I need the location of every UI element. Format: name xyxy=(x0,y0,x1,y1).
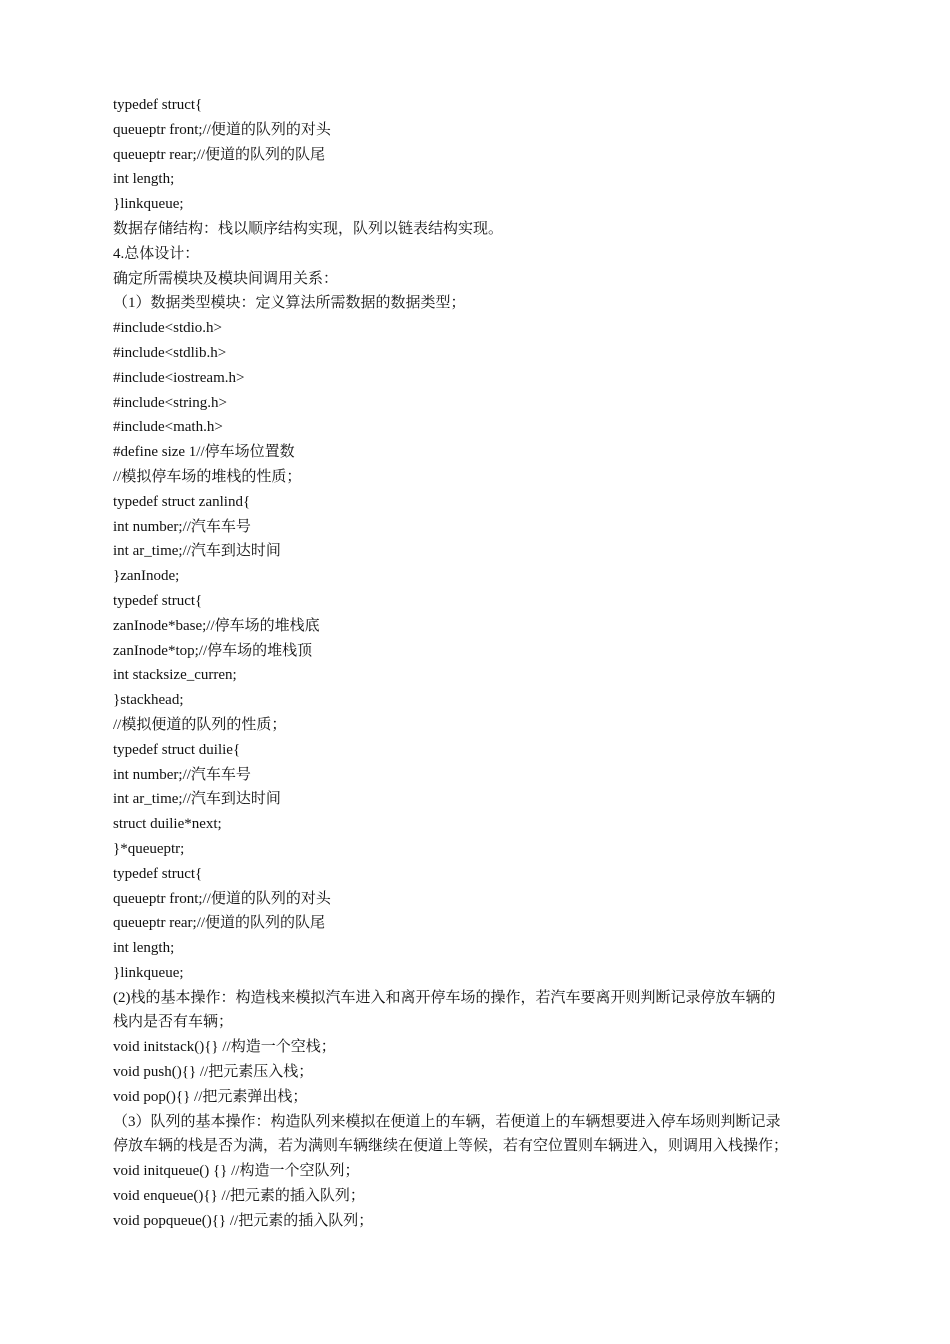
text-line: int ar_time;//汽车到达时间 xyxy=(113,543,281,560)
text-line: }linkqueue; xyxy=(113,964,184,981)
text-line: }stackhead; xyxy=(113,692,184,709)
text-line: queueptr rear;//便道的队列的队尾 xyxy=(113,915,326,932)
text-line: int number;//汽车车号 xyxy=(113,518,251,535)
text-line: int length; xyxy=(113,171,175,188)
text-line: //模拟停车场的堆栈的性质； xyxy=(113,468,302,485)
text-line: #include<string.h> xyxy=(113,394,227,411)
text-line: void initstack(){} //构造一个空栈； xyxy=(113,1039,336,1056)
document-body xyxy=(113,93,873,1234)
text-line: 数据存储结构：栈以顺序结构实现，队列以链表结构实现。 xyxy=(113,220,504,237)
text-line: typedef struct{ xyxy=(113,865,203,882)
text-line: queueptr front;//便道的队列的对头 xyxy=(113,121,331,138)
text-line: #define size 1//停车场位置数 xyxy=(113,444,295,461)
text-line: typedef struct{ xyxy=(113,97,203,113)
text-line: int stacksize_curren; xyxy=(113,667,237,684)
text-line: #include<iostream.h> xyxy=(113,369,245,386)
text-line: 4.总体设计： xyxy=(113,245,200,262)
text-line: （3）队列的基本操作：构造队列来模拟在便道上的车辆，若便道上的车辆想要进入停车场则判断记录 xyxy=(113,1113,781,1130)
text-line: (2)栈的基本操作：构造栈来模拟汽车进入和离开停车场的操作，若汽车要离开则判断记录停放车辆的 xyxy=(113,989,776,1006)
text-line: 栈内是否有车辆； xyxy=(113,1014,234,1031)
text-line: typedef struct duilie{ xyxy=(113,741,241,758)
text-line: void push(){} //把元素压入栈； xyxy=(113,1064,314,1081)
text-line: void popqueue(){} //把元素的插入队列； xyxy=(113,1212,374,1229)
text-line: }zanInode; xyxy=(113,568,180,585)
text-line: 停放车辆的栈是否为满，若为满则车辆继续在便道上等候，若有空位置则车辆进入，则调用入栈操作； xyxy=(113,1138,789,1155)
text-line: void initqueue() {} //构造一个空队列； xyxy=(113,1163,360,1180)
text-line: zanInode*base;//停车场的堆栈底 xyxy=(113,617,320,634)
text-line: struct duilie*next; xyxy=(113,816,222,833)
text-line: typedef struct zanlind{ xyxy=(113,493,251,510)
text-line: （1）数据类型模块：定义算法所需数据的数据类型； xyxy=(113,295,466,312)
text-line: #include<stdio.h> xyxy=(113,320,222,337)
text-line: int length; xyxy=(113,940,175,957)
text-line: int ar_time;//汽车到达时间 xyxy=(113,791,281,808)
text-line: #include<math.h> xyxy=(113,419,223,436)
text-line: zanInode*top;//停车场的堆栈顶 xyxy=(113,642,313,659)
text-line: queueptr front;//便道的队列的对头 xyxy=(113,890,331,907)
text-line: void enqueue(){} //把元素的插入队列； xyxy=(113,1188,365,1205)
text-line: typedef struct{ xyxy=(113,592,203,609)
text-line: #include<stdlib.h> xyxy=(113,344,227,361)
text-line: int number;//汽车车号 xyxy=(113,766,251,783)
text-line: //模拟便道的队列的性质； xyxy=(113,716,287,733)
text-line: }*queueptr; xyxy=(113,840,185,857)
text-line: void pop(){} //把元素弹出栈； xyxy=(113,1088,308,1105)
text-line: }linkqueue; xyxy=(113,196,184,213)
text-line: 确定所需模块及模块间调用关系： xyxy=(113,270,339,287)
text-line: queueptr rear;//便道的队列的队尾 xyxy=(113,146,326,163)
